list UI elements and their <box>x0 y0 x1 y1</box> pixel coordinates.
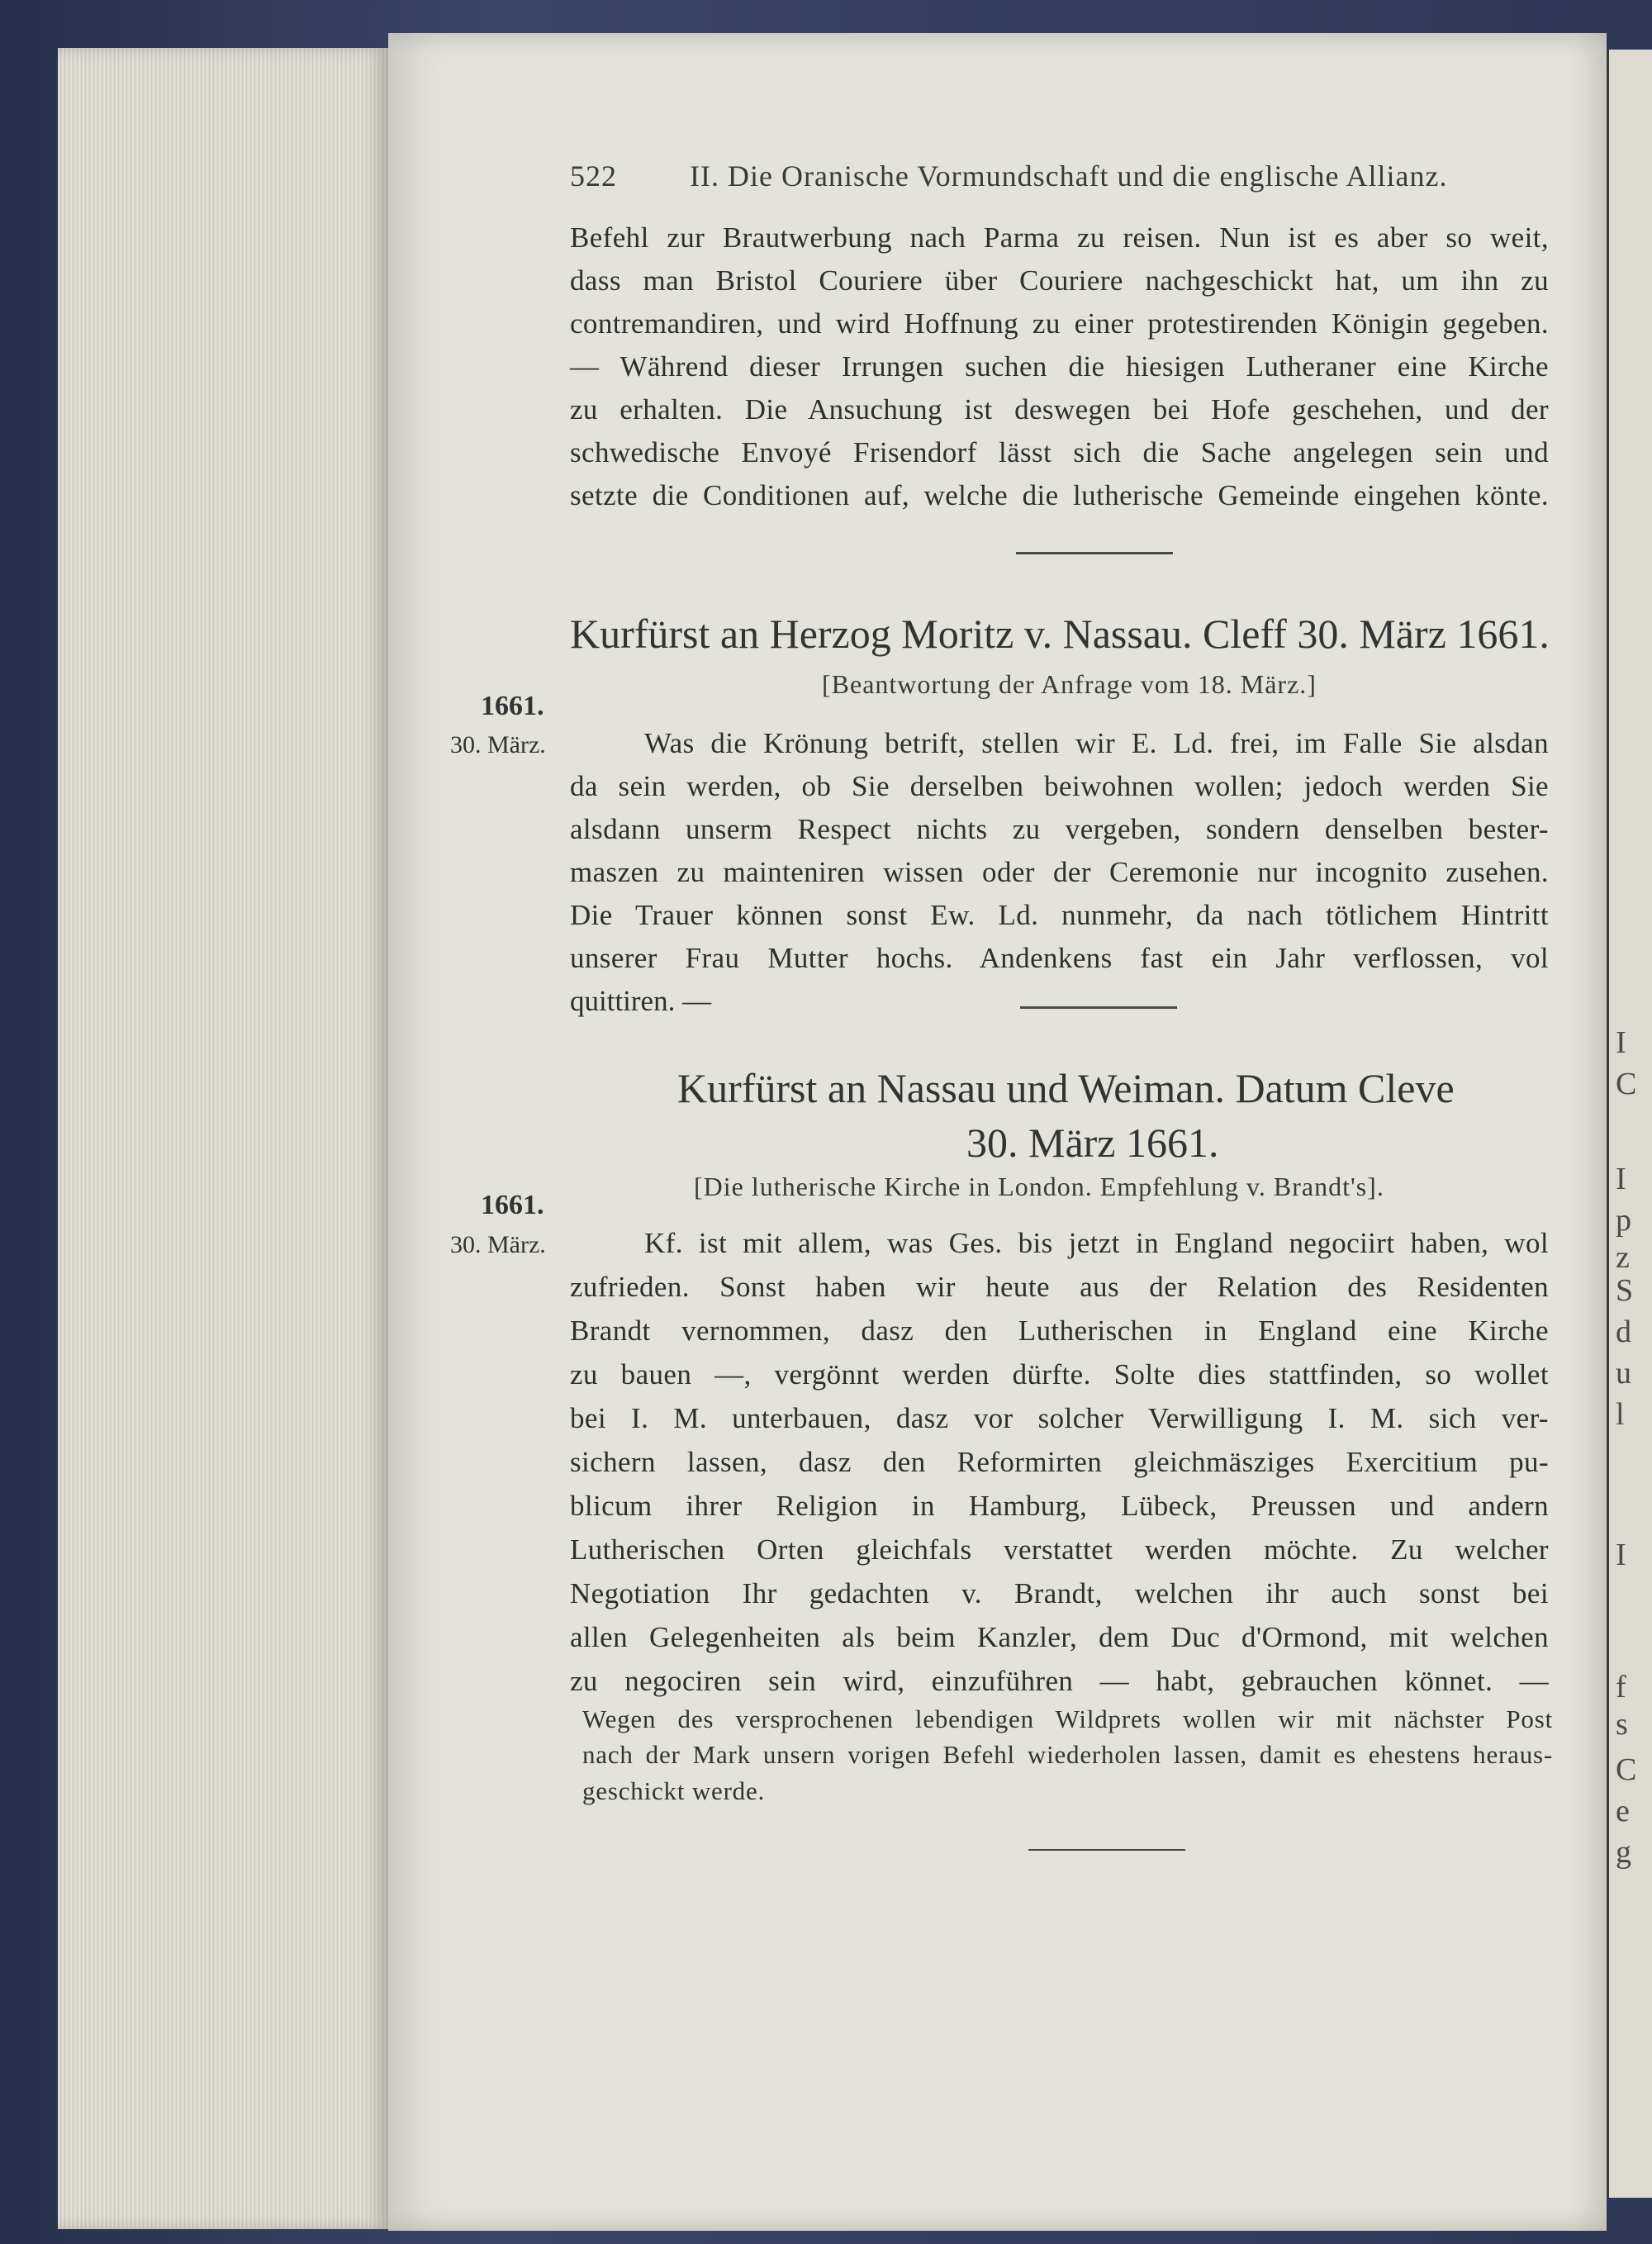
text-line: Die Trauer können sonst Ew. Ld. nunmehr, da nach tötlichem Hintritt <box>570 899 1549 931</box>
page-number: 522 <box>570 159 617 193</box>
text-line: Was die Krönung betrift, stellen wir E. Ld. frei, im Falle Sie alsdan <box>644 727 1549 759</box>
running-title: II. Die Oranische Vormundschaft und die englische Allianz. <box>690 159 1448 193</box>
text-line: sichern lassen, dasz den Reformirten gleichmäsziges Exercitium pu- <box>570 1446 1549 1478</box>
text-line: Brandt vernommen, dasz den Lutherischen in England eine Kirche <box>570 1315 1549 1347</box>
page-edges <box>58 48 388 2229</box>
text-line: allen Gelegenheiten als beim Kanzler, dem Duc d'Ormond, mit welchen <box>570 1621 1549 1653</box>
text-line: alsdann unserm Respect nichts zu vergeben, sondern denselben bester- <box>570 813 1549 845</box>
small-text-line-last: geschickt werde. <box>582 1776 766 1805</box>
section-divider <box>1020 1006 1177 1009</box>
facing-page-edge <box>1607 50 1652 2198</box>
facing-letter: l <box>1616 1397 1625 1432</box>
facing-letter: d <box>1616 1315 1631 1349</box>
text-line: zu bauen —, vergönnt werden dürfte. Solte dies stattfinden, so wollet <box>570 1358 1549 1391</box>
letter-heading-line1: Kurfürst an Nassau und Weiman. Datum Cleve <box>677 1065 1455 1111</box>
facing-letter: I <box>1616 1162 1626 1196</box>
facing-letter: e <box>1616 1794 1630 1828</box>
text-line: contremandiren, und wird Hoffnung zu einer protestirenden Königin gegeben. <box>570 307 1549 340</box>
text-line: Kf. ist mit allem, was Ges. bis jetzt in England negociirt haben, wol <box>644 1227 1549 1259</box>
small-text-line: nach der Mark unsern vorigen Befehl wiederholen lassen, damit es ehestens heraus- <box>582 1740 1553 1769</box>
facing-letter: I <box>1616 1538 1626 1572</box>
text-line: schwedische Envoyé Frisendorf lässt sich die Sache angelegen sein und <box>570 436 1549 468</box>
small-text-line: Wegen des versprochenen lebendigen Wildprets wollen wir mit nächster Post <box>582 1704 1553 1733</box>
letter-subheading: [Beantwortung der Anfrage vom 18. März.] <box>822 669 1317 699</box>
text-line: — Während dieser Irrungen suchen die hiesigen Lutheraner eine Kirche <box>570 350 1549 383</box>
text-line: zufrieden. Sonst haben wir heute aus der Relation des Residenten <box>570 1271 1549 1303</box>
text-line: Befehl zur Brautwerbung nach Parma zu reisen. Nun ist es aber so weit, <box>570 221 1549 254</box>
facing-letter: C <box>1616 1067 1637 1101</box>
text-line: zu negociren sein wird, einzuführen — habt, gebrauchen könnet. — <box>570 1665 1549 1697</box>
text-line: Lutherischen Orten gleichfals verstattet werden möchte. Zu welcher <box>570 1533 1549 1566</box>
running-header <box>570 159 1487 202</box>
facing-letter: s <box>1616 1707 1628 1742</box>
facing-letter: u <box>1616 1356 1631 1391</box>
margin-date: 30. März. <box>450 731 546 758</box>
letter-heading-line2: 30. März 1661. <box>966 1120 1219 1166</box>
section-divider <box>1028 1849 1185 1851</box>
text-line: zu erhalten. Die Ansuchung ist deswegen bei Hofe geschehen, und der <box>570 393 1549 426</box>
facing-letter: C <box>1616 1752 1637 1787</box>
text-line: dass man Bristol Couriere über Couriere nachgeschickt hat, um ihn zu <box>570 264 1549 297</box>
text-line: blicum ihrer Religion in Hamburg, Lübeck, Preussen und andern <box>570 1490 1549 1522</box>
margin-date: 30. März. <box>450 1231 546 1258</box>
text-line: Negotiation Ihr gedachten v. Brandt, welchen ihr auch sonst bei <box>570 1577 1549 1609</box>
facing-letter: I <box>1616 1025 1626 1060</box>
margin-year: 1661. <box>481 1190 544 1220</box>
facing-letter: g <box>1616 1835 1631 1870</box>
facing-letter: S <box>1616 1273 1634 1308</box>
facing-letter: z <box>1616 1240 1630 1275</box>
text-line: maszen zu mainteniren wissen oder der Ceremonie nur incognito zusehen. <box>570 856 1549 888</box>
letter-heading: Kurfürst an Herzog Moritz v. Nassau. Cleff 30. März 1661. <box>570 611 1550 657</box>
letter-subheading: [Die lutherische Kirche in London. Empfehlung v. Brandt's]. <box>694 1172 1384 1201</box>
margin-year: 1661. <box>481 691 544 721</box>
text-line: da sein werden, ob Sie derselben beiwohnen wollen; jedoch werden Sie <box>570 770 1549 802</box>
text-line: setzte die Conditionen auf, welche die lutherische Gemeinde eingehen könte. <box>570 479 1549 511</box>
text-line-last: quittiren. — <box>570 985 712 1017</box>
section-divider <box>1016 552 1173 554</box>
text-line: bei I. M. unterbauen, dasz vor solcher Verwilligung I. M. sich ver- <box>570 1402 1549 1434</box>
facing-letter: p <box>1616 1203 1631 1238</box>
text-line: unserer Frau Mutter hochs. Andenkens fast ein Jahr verflossen, vol <box>570 942 1549 974</box>
facing-letter: f <box>1616 1670 1626 1704</box>
